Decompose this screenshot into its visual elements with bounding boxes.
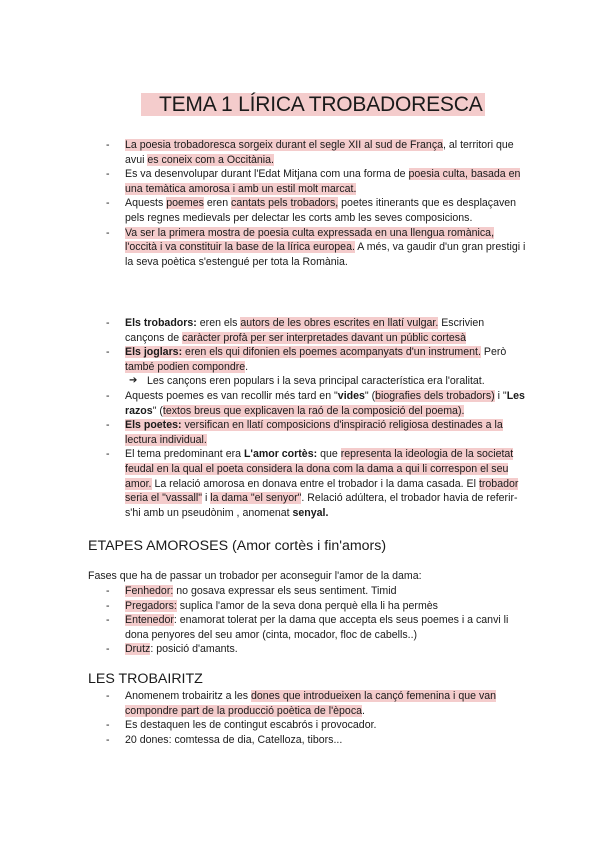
list-item-joglars: - Els joglars: eren els qui difonien els poemes acompanyats d'un instrument. Però també podien compondre. ➔ Les cançons eren populars i la seva principal característica era l'oralitat. — [106, 345, 526, 389]
list-item-vides: - Aquests poemes es van recollir més tard en "vides" (biografies dels trobadors) i "Les razos" (textos breus que explicaven la raó de la composició del poema). — [106, 389, 526, 418]
list-item: - La poesia trobadoresca sorgeix durant el segle XII al sud de França, al territori que avui es coneix com a Occitània. — [106, 138, 526, 167]
list-item: - 20 dones: comtessa de dia, Catelloza, tibors... — [106, 733, 526, 748]
etapes-intro: Fases que ha de passar un trobador per aconseguir l'amor de la dama: — [88, 570, 422, 582]
intro-list — [106, 138, 526, 269]
list-item: - Es destaquen les de contingut escabrós i provocador. — [106, 718, 526, 733]
list-item: - Va ser la primera mostra de poesia culta expressada en una llengua romànica, l'occità i va constituir la base de la lírica europea. A més, va gaudir d'un gran prestigi i la seva poètica s'estengué per tota la Romània. — [106, 226, 526, 270]
list-item: - Entenedor: enamorat tolerat per la dama que accepta els seus poemes i a canvi li dona penyores del seu amor (cinta, mocador, floc de cabells..) — [106, 613, 526, 642]
trobairitz-list — [106, 689, 526, 747]
page-title — [141, 92, 485, 118]
arrow-icon: ➔ — [129, 375, 138, 387]
list-item: - Pregadors: suplica l'amor de la seva dona perquè ella li ha permès — [106, 599, 526, 614]
list-item: - Anomenem trobairitz a les dones que introdueixen la cançó femenina i que van compondre part de la producció poètica de l'època. — [106, 689, 526, 718]
list-item: - Es va desenvolupar durant l'Edat Mitjana com una forma de poesia culta, basada en una temàtica amorosa i amb un estil molt marcat. — [106, 167, 526, 196]
list-item-poetes: - Els poetes: versifican en llatí composicions d'inspiració religiosa destinades a la lectura individual. — [106, 418, 526, 447]
list-item: - Drutz: posició d'amants. — [106, 642, 526, 657]
section-heading-trobairitz: LES TROBAIRITZ — [88, 671, 203, 687]
section-heading-etapes: ETAPES AMOROSES (Amor cortès i fin'amors) — [88, 538, 387, 554]
list-item: - Fenhedor: no gosava expressar els seus sentiment. Timid — [106, 584, 526, 599]
sub-item: ➔ Les cançons eren populars i la seva principal característica era l'oralitat. — [129, 375, 485, 388]
list-item: - Aquests poemes eren cantats pels trobadors, poetes itinerants que es desplaçaven pels regnes medievals per delectar les corts amb les seves composicions. — [106, 196, 526, 225]
groups-list — [106, 316, 526, 520]
etapes-list — [106, 584, 526, 657]
title-highlight: TEMA 1 LÍRICA TROBADORESCA — [141, 93, 485, 116]
list-item-amor-cortes: - El tema predominant era L'amor cortès: que representa la ideologia de la societat feudal en la qual el poeta considera la dona com la dama a qui li correspon el seu amor. La relació amorosa en donava entre el trobador i la dama casada. El trobador seria el "vassall" i la dama "el senyor". Relació adúltera, el trobador havia de referir-s'hi amb un pseudònim , anomenat senyal. — [106, 447, 526, 520]
list-item-trobadors: - Els trobadors: eren els autors de les obres escrites en llatí vulgar. Escrivien cançons de caràcter profà per ser interpretades davant un públic cortesà — [106, 316, 526, 345]
